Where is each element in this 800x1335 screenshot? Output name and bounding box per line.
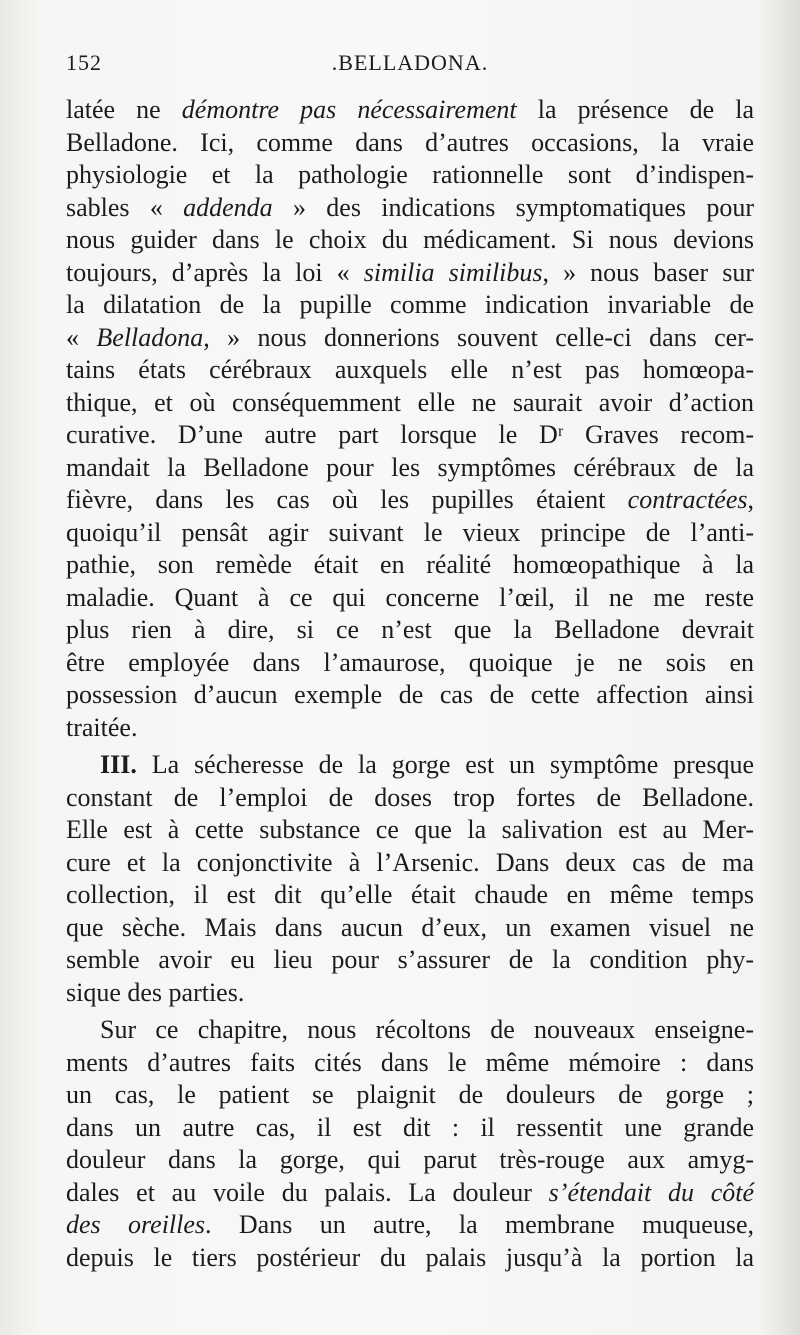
text-line bbox=[66, 782, 754, 815]
text-run: ments d’autres faits cités dans le même mémoire : dans bbox=[66, 1047, 754, 1077]
text-line bbox=[66, 814, 754, 847]
text-line bbox=[66, 517, 754, 550]
italic-text: contractées bbox=[627, 485, 748, 514]
italic-text: addenda bbox=[183, 192, 273, 222]
text-run: La sécheresse de la gorge est un symptôme presque bbox=[136, 750, 754, 779]
text-line bbox=[66, 159, 754, 192]
text-line bbox=[66, 192, 754, 225]
text-run: tains états cérébraux auxquels elle n’est pas homœopa- bbox=[66, 355, 754, 384]
italic-text: s’étendait du côté bbox=[548, 1177, 754, 1207]
text-run: possession d’aucun exemple de cas de cette affection ainsi bbox=[66, 680, 754, 709]
text-line bbox=[66, 354, 754, 387]
text-run: douleur dans la gorge, qui parut très-rouge aux amyg- bbox=[66, 1145, 754, 1174]
text-run: maladie. Quant à ce qui concerne l’œil, il ne me reste bbox=[66, 582, 754, 612]
text-run: nous guider dans le choix du médicament. Si nous devions bbox=[66, 225, 754, 254]
text-line bbox=[66, 1144, 754, 1177]
text-line bbox=[66, 679, 754, 712]
italic-text: démontre pas nécessairement bbox=[181, 95, 517, 124]
text-line bbox=[66, 1079, 754, 1112]
text-line bbox=[66, 647, 754, 680]
text-line bbox=[66, 944, 754, 977]
text-run: mandait la Belladone pour les symptômes cérébraux de la bbox=[66, 452, 754, 482]
text-run: . Dans un autre, la membrane muqueuse, bbox=[205, 1210, 754, 1239]
text-run: un cas, le patient se plaignit de douleurs de gorge ; bbox=[66, 1080, 754, 1109]
running-title: .BELLADONA. bbox=[331, 50, 489, 75]
text-line bbox=[66, 712, 754, 745]
text-line bbox=[66, 94, 754, 127]
text-line bbox=[66, 749, 754, 782]
text-line bbox=[66, 582, 754, 615]
text-line bbox=[66, 1242, 754, 1275]
text-run: la présence de la bbox=[516, 95, 754, 124]
text-run: thique, et où conséquemment elle ne saurait avoir d’action bbox=[66, 387, 754, 417]
text-line bbox=[66, 847, 754, 880]
body-text bbox=[66, 94, 754, 1274]
page-header bbox=[66, 50, 754, 82]
text-run: curative. D’une autre part lorsque le Dʳ Graves recom- bbox=[66, 420, 754, 449]
text-run: dans un autre cas, il est dit : il ressentit une grande bbox=[66, 1112, 754, 1142]
text-run: , » nous baser sur bbox=[542, 257, 754, 287]
text-run: , » nous donnerions souvent celle-ci dans cer- bbox=[203, 322, 754, 352]
text-line bbox=[66, 1047, 754, 1080]
text-line bbox=[66, 879, 754, 912]
text-line bbox=[66, 257, 754, 290]
text-run: la dilatation de la pupille comme indication invariable de bbox=[66, 290, 754, 319]
text-run: Elle est à cette substance ce que la salivation est au Mer- bbox=[66, 815, 754, 844]
text-run: semble avoir eu lieu pour s’assurer de la condition phy- bbox=[66, 945, 754, 974]
text-run: sables « bbox=[66, 192, 184, 222]
text-run: pathie, son remède était en réalité homœopathique à la bbox=[66, 550, 754, 579]
italic-text: des oreilles bbox=[66, 1210, 206, 1239]
text-line bbox=[66, 289, 754, 322]
text-run: collection, il est dit qu’elle était chaude en même temps bbox=[66, 880, 754, 909]
text-line bbox=[66, 484, 754, 517]
text-line bbox=[66, 1014, 754, 1047]
text-line bbox=[66, 614, 754, 647]
text-run: être employée dans l’amaurose, quoique je ne sois en bbox=[66, 647, 754, 677]
text-run: , bbox=[747, 485, 754, 514]
text-run: cure et la conjonctivite à l’Arsenic. Dans deux cas de ma bbox=[66, 847, 754, 877]
text-run: traitée. bbox=[66, 712, 138, 742]
text-line bbox=[66, 1177, 754, 1210]
text-run: que sèche. Mais dans aucun d’eux, un examen visuel ne bbox=[66, 912, 754, 942]
text-line bbox=[66, 387, 754, 420]
italic-text: similia similibus bbox=[363, 257, 543, 287]
italic-text: Belladona bbox=[96, 322, 204, 352]
text-line bbox=[66, 452, 754, 485]
text-line bbox=[66, 419, 754, 452]
text-line bbox=[66, 224, 754, 257]
text-line bbox=[66, 912, 754, 945]
text-run: toujours, d’après la loi « bbox=[66, 257, 364, 287]
text-line bbox=[66, 1209, 754, 1242]
text-line bbox=[66, 322, 754, 355]
text-run: depuis le tiers postérieur du palais jusqu’à la portion la bbox=[66, 1242, 754, 1272]
text-line bbox=[66, 549, 754, 582]
text-run: constant de l’emploi de doses trop fortes de Belladone. bbox=[66, 782, 754, 812]
text-line bbox=[66, 127, 754, 160]
text-run: plus rien à dire, si ce n’est que la Belladone devrait bbox=[66, 615, 754, 644]
text-run: fièvre, dans les cas où les pupilles étaient bbox=[66, 485, 628, 514]
text-line bbox=[66, 1112, 754, 1145]
text-run: quoiqu’il pensât agir suivant le vieux principe de l’anti- bbox=[66, 517, 754, 547]
text-run: latée ne bbox=[66, 95, 182, 124]
text-run: dales et au voile du palais. La douleur bbox=[66, 1177, 549, 1207]
text-run: Sur ce chapitre, nous récoltons de nouveaux enseigne- bbox=[100, 1015, 754, 1044]
text-run: « bbox=[66, 322, 97, 352]
text-run: sique des parties. bbox=[66, 977, 245, 1007]
text-run: Belladone. Ici, comme dans d’autres occasions, la vraie bbox=[66, 127, 754, 157]
text-run: » des indications symptomatiques pour bbox=[272, 192, 755, 222]
page-number: 152 bbox=[66, 50, 102, 75]
section-number: III. bbox=[100, 750, 137, 779]
text-run: physiologie et la pathologie rationnelle sont d’indispen- bbox=[66, 160, 754, 189]
text-line bbox=[66, 977, 754, 1010]
